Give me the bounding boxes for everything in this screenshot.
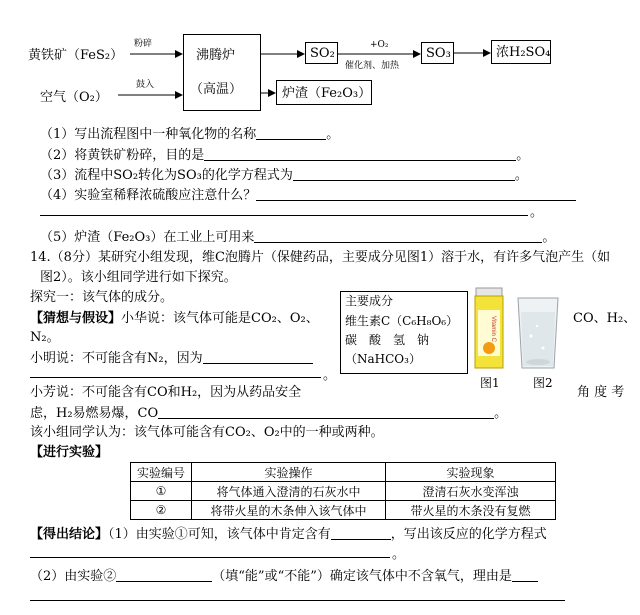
answer-blank-3[interactable] bbox=[293, 168, 515, 181]
hypothesis-n2: N₂。 bbox=[30, 330, 60, 345]
furnace-temp-label: （高温） bbox=[190, 82, 243, 97]
flow-label-catalyst: 催化剂、加热 bbox=[345, 61, 400, 71]
answer-blank-ming[interactable] bbox=[203, 351, 313, 364]
figure-1-caption: 图1 bbox=[480, 376, 500, 390]
question-5-text: （5）炉渣（Fe₂O₃）在工业上可用来 bbox=[40, 230, 255, 245]
xiaofang-text2: 虑，H₂易燃易爆，CO bbox=[30, 406, 159, 421]
answer-blank-concl2-reason[interactable] bbox=[512, 569, 538, 582]
question-1 bbox=[40, 127, 339, 141]
xiaofang-line: 小芳说：不可能含有CO和H₂，因为从药品安全 bbox=[30, 385, 302, 400]
q14-intro-line1: 14.（8分）某研究小组发现，维C泡腾片（保健药品，主要成分见图1）溶于水，有许多气泡产生（如 bbox=[30, 250, 611, 265]
ingredients-vc: 维生素C（C₆H₈O₆） bbox=[345, 314, 459, 328]
ingredients-title: 主要成分 bbox=[345, 294, 394, 308]
answer-blank-5[interactable] bbox=[254, 230, 542, 243]
glass-image bbox=[515, 296, 561, 372]
conclusion-1 bbox=[30, 527, 547, 541]
table-row bbox=[131, 482, 556, 501]
answer-blank-concl2[interactable] bbox=[116, 569, 212, 582]
question-3 bbox=[40, 168, 528, 182]
hypothesis-text: 小华说：该气体可能是CO₂、O₂、 bbox=[121, 311, 319, 326]
xiaofang-line2 bbox=[30, 406, 507, 420]
xiaoming-line bbox=[30, 351, 313, 365]
question-2 bbox=[40, 148, 529, 162]
table-header-row bbox=[131, 463, 556, 482]
xiaoming-text: 小明说：不可能含有N₂，因为 bbox=[30, 351, 203, 366]
question-4-end: 。 bbox=[530, 205, 544, 220]
question-3-text: （3）流程中SO₂转化为SO₃的化学方程式为 bbox=[40, 168, 293, 183]
answer-blank-ming-2[interactable] bbox=[30, 377, 321, 378]
table-cell: ① bbox=[131, 482, 192, 501]
flow-input-pyrite: 黄铁矿（FeS₂） bbox=[28, 48, 124, 63]
conclusion-2-text: （2）由实验② bbox=[30, 569, 117, 584]
experiment-title: 【进行实验】 bbox=[30, 445, 109, 460]
answer-blank-concl2b[interactable] bbox=[30, 600, 565, 601]
experiment-table bbox=[130, 462, 556, 520]
answer-blank-concl1b[interactable] bbox=[30, 557, 390, 558]
table-cell: 将带火星的木条伸入该气体中 bbox=[192, 501, 386, 520]
table-header: 实验编号 bbox=[131, 463, 192, 482]
conclusion-2 bbox=[30, 569, 538, 583]
answer-blank-fang[interactable] bbox=[158, 406, 494, 419]
furnace-label: 沸腾炉 bbox=[196, 48, 236, 63]
answer-blank-2[interactable] bbox=[204, 148, 516, 161]
conclusion-1-text: （1）由实验①可知，该气体中肯定含有 bbox=[108, 527, 331, 542]
table-header: 实验现象 bbox=[386, 463, 556, 482]
figure-2-caption: 图2 bbox=[533, 376, 553, 390]
xiaofang-end: 。 bbox=[494, 406, 508, 421]
conclusion-title: 【得出结论】 bbox=[30, 527, 109, 542]
flow-label-blow: 鼓入 bbox=[136, 80, 155, 90]
table-cell: 将气体通入澄清的石灰水中 bbox=[192, 482, 386, 501]
ingredients-soda-formula: （NaHCO₃） bbox=[345, 352, 421, 366]
vitamin-tube-image bbox=[470, 286, 510, 372]
q14-intro-line2: 图2）。该小组同学进行如下探究。 bbox=[40, 270, 237, 285]
table-cell: ② bbox=[131, 501, 192, 520]
question-2-text: （2）将黄铁矿粉碎，目的是 bbox=[40, 148, 205, 163]
table-cell: 带火星的木条没有复燃 bbox=[386, 501, 556, 520]
conclusion-1-mid: ，写出该反应的化学方程式 bbox=[390, 527, 547, 542]
hypothesis-line bbox=[30, 312, 319, 325]
flow-label-oxygen: +O₂ bbox=[370, 40, 389, 50]
slag-label: 炉渣（Fe₂O₃） bbox=[282, 86, 372, 101]
question-4-text: （4）实验室稀释浓硫酸应注意什么？ bbox=[40, 188, 257, 203]
question-1-text: （1）写出流程图中一种氧化物的名称 bbox=[40, 127, 257, 142]
flow-arrows bbox=[0, 0, 640, 130]
question-2-end: 。 bbox=[516, 148, 530, 163]
conclusion-2-mid: （填“能”或“不能”）确定该气体中不含氧气，理由是 bbox=[212, 569, 512, 584]
answer-blank-concl1[interactable] bbox=[331, 527, 391, 540]
group-opinion: 该小组同学认为：该气体可能含有CO₂、O₂中的一种或两种。 bbox=[30, 425, 384, 440]
xiaoming-end: 。 bbox=[323, 368, 337, 383]
q14-explore: 探究一：该气体的成分。 bbox=[30, 290, 174, 305]
vitamin-tube-label: Vitamin C bbox=[490, 316, 496, 342]
ingredients-soda: 碳 酸 氢 钠 bbox=[345, 333, 430, 347]
conclusion-1-end: 。 bbox=[392, 547, 406, 562]
flow-label-crush: 粉碎 bbox=[134, 39, 153, 49]
question-4 bbox=[40, 188, 576, 202]
table-cell: 澄清石灰水变浑浊 bbox=[386, 482, 556, 501]
ingredients-border bbox=[340, 291, 468, 374]
question-3-end: 。 bbox=[514, 168, 528, 183]
table-row bbox=[131, 501, 556, 520]
table-header: 实验操作 bbox=[192, 463, 386, 482]
answer-blank-1[interactable] bbox=[256, 127, 326, 140]
answer-blank-4[interactable] bbox=[256, 188, 576, 201]
acid-label: 浓H₂SO₄ bbox=[496, 45, 551, 60]
question-1-end: 。 bbox=[326, 127, 340, 142]
answer-blank-4b[interactable] bbox=[40, 215, 528, 216]
so3-label: SO₃ bbox=[426, 46, 451, 61]
xiaofang-tail: 角 度 考 bbox=[577, 385, 625, 400]
so2-label: SO₂ bbox=[310, 46, 335, 61]
hypothesis-tail: CO、H₂、 bbox=[573, 311, 637, 326]
question-5-end: 。 bbox=[542, 230, 556, 245]
flow-input-air: 空气（O₂） bbox=[40, 90, 108, 105]
hypothesis-title: 【猜想与假设】 bbox=[30, 311, 122, 326]
question-5 bbox=[40, 230, 555, 244]
